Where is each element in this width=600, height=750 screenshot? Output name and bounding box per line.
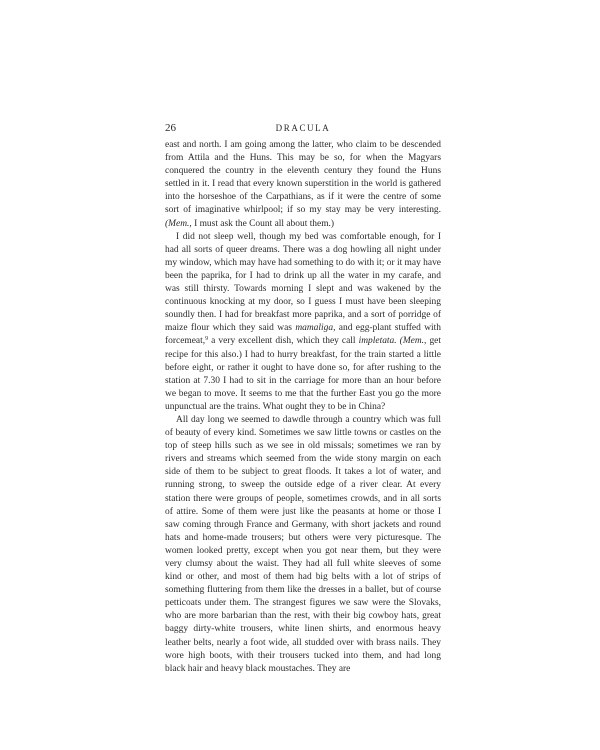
text-segment: , and egg-plant stuffed with forcemeat, [165, 323, 441, 347]
paragraph-1 [165, 139, 441, 231]
text-segment: , get recipe for this also.) I had to hurry breakfast, for the train started a little before eight, or rather it ought to have done so, for after rushing to the station at 7.30 I had to sit in the carriage for more than an hour before we began to move. It seems to me that the further East you go the more unpunctual are the trains. What ought they to be in China? [165, 336, 441, 412]
text-segment-italic: impletata. (Mem. [358, 336, 425, 347]
text-segment: All day long we seemed to dawdle through a country which was full of beauty of every kind. Sometimes we saw little towns or castles on the top of steep hills such as we see in old missals; sometimes we ran by rivers and streams which seemed from the wide stony margin on each side of them to be subject to great floods. It takes a lot of water, and running strong, to sweep the outside edge of a river clear. At every station there were groups of people, sometimes crowds, and in all sorts of attire. Some of them were just like the peasants at home or those I saw coming through France and Germany, with short jackets and round hats and home-made trousers; but others were very picturesque. The women looked pretty, except when you got near them, but they were very clumsy about the waist. They had all full white sleeves of some kind or other, and most of them had big belts with a lot of strips of something fluttering from them like the dresses in a ballet, but of course petticoats under them. The strangest figures we saw were the Slovaks, who are more barbarian than the rest, with their big cowboy hats, great baggy dirty-white trousers, white linen shirts, and enormous heavy leather belts, nearly a foot wide, all studded over with brass nails. They wore high boots, with their trousers tucked into them, and had long black hair and heavy black moustaches. They are [165, 414, 441, 674]
paragraph-3 [165, 414, 441, 676]
running-title: DRACULA [275, 123, 331, 133]
text-segment: a very excellent dish, which they call [208, 336, 359, 347]
running-head [165, 120, 441, 136]
text-segment: east and north. I am going among the latter, who claim to be descended from Attila and the Huns. This may be so, for when the Magyars conquered the country in the eleventh century they found the Huns settled in it. I read that every known superstition in the world is gathered into the horseshoe of the Carpathians, as if it were the centre of some sort of imaginative whirlpool; if so my stay may be very interesting. [165, 140, 441, 216]
text-segment-italic: mamaliga [295, 323, 334, 334]
paragraph-2 [165, 231, 441, 414]
text-segment: I did not sleep well, though my bed was comfortable enough, for I had all sorts of queer dreams. There was a dog howling all night under my window, which may have had something to do with it; or it may have been the paprika, for I had to drink up all the water in my carafe, and was still thirsty. Towards morning I slept and was wakened by the continuous knocking at my door, so I guess I must have been sleeping soundly then. I had for breakfast more paprika, and a sort of porridge of maize flour which they said was [165, 231, 441, 334]
body-text [165, 139, 441, 676]
page-number: 26 [165, 122, 176, 134]
footnote-marker: 9 [205, 336, 209, 343]
text-segment-italic: (Mem. [165, 218, 190, 229]
text-segment: , I must ask the Count all about them.) [189, 218, 335, 229]
